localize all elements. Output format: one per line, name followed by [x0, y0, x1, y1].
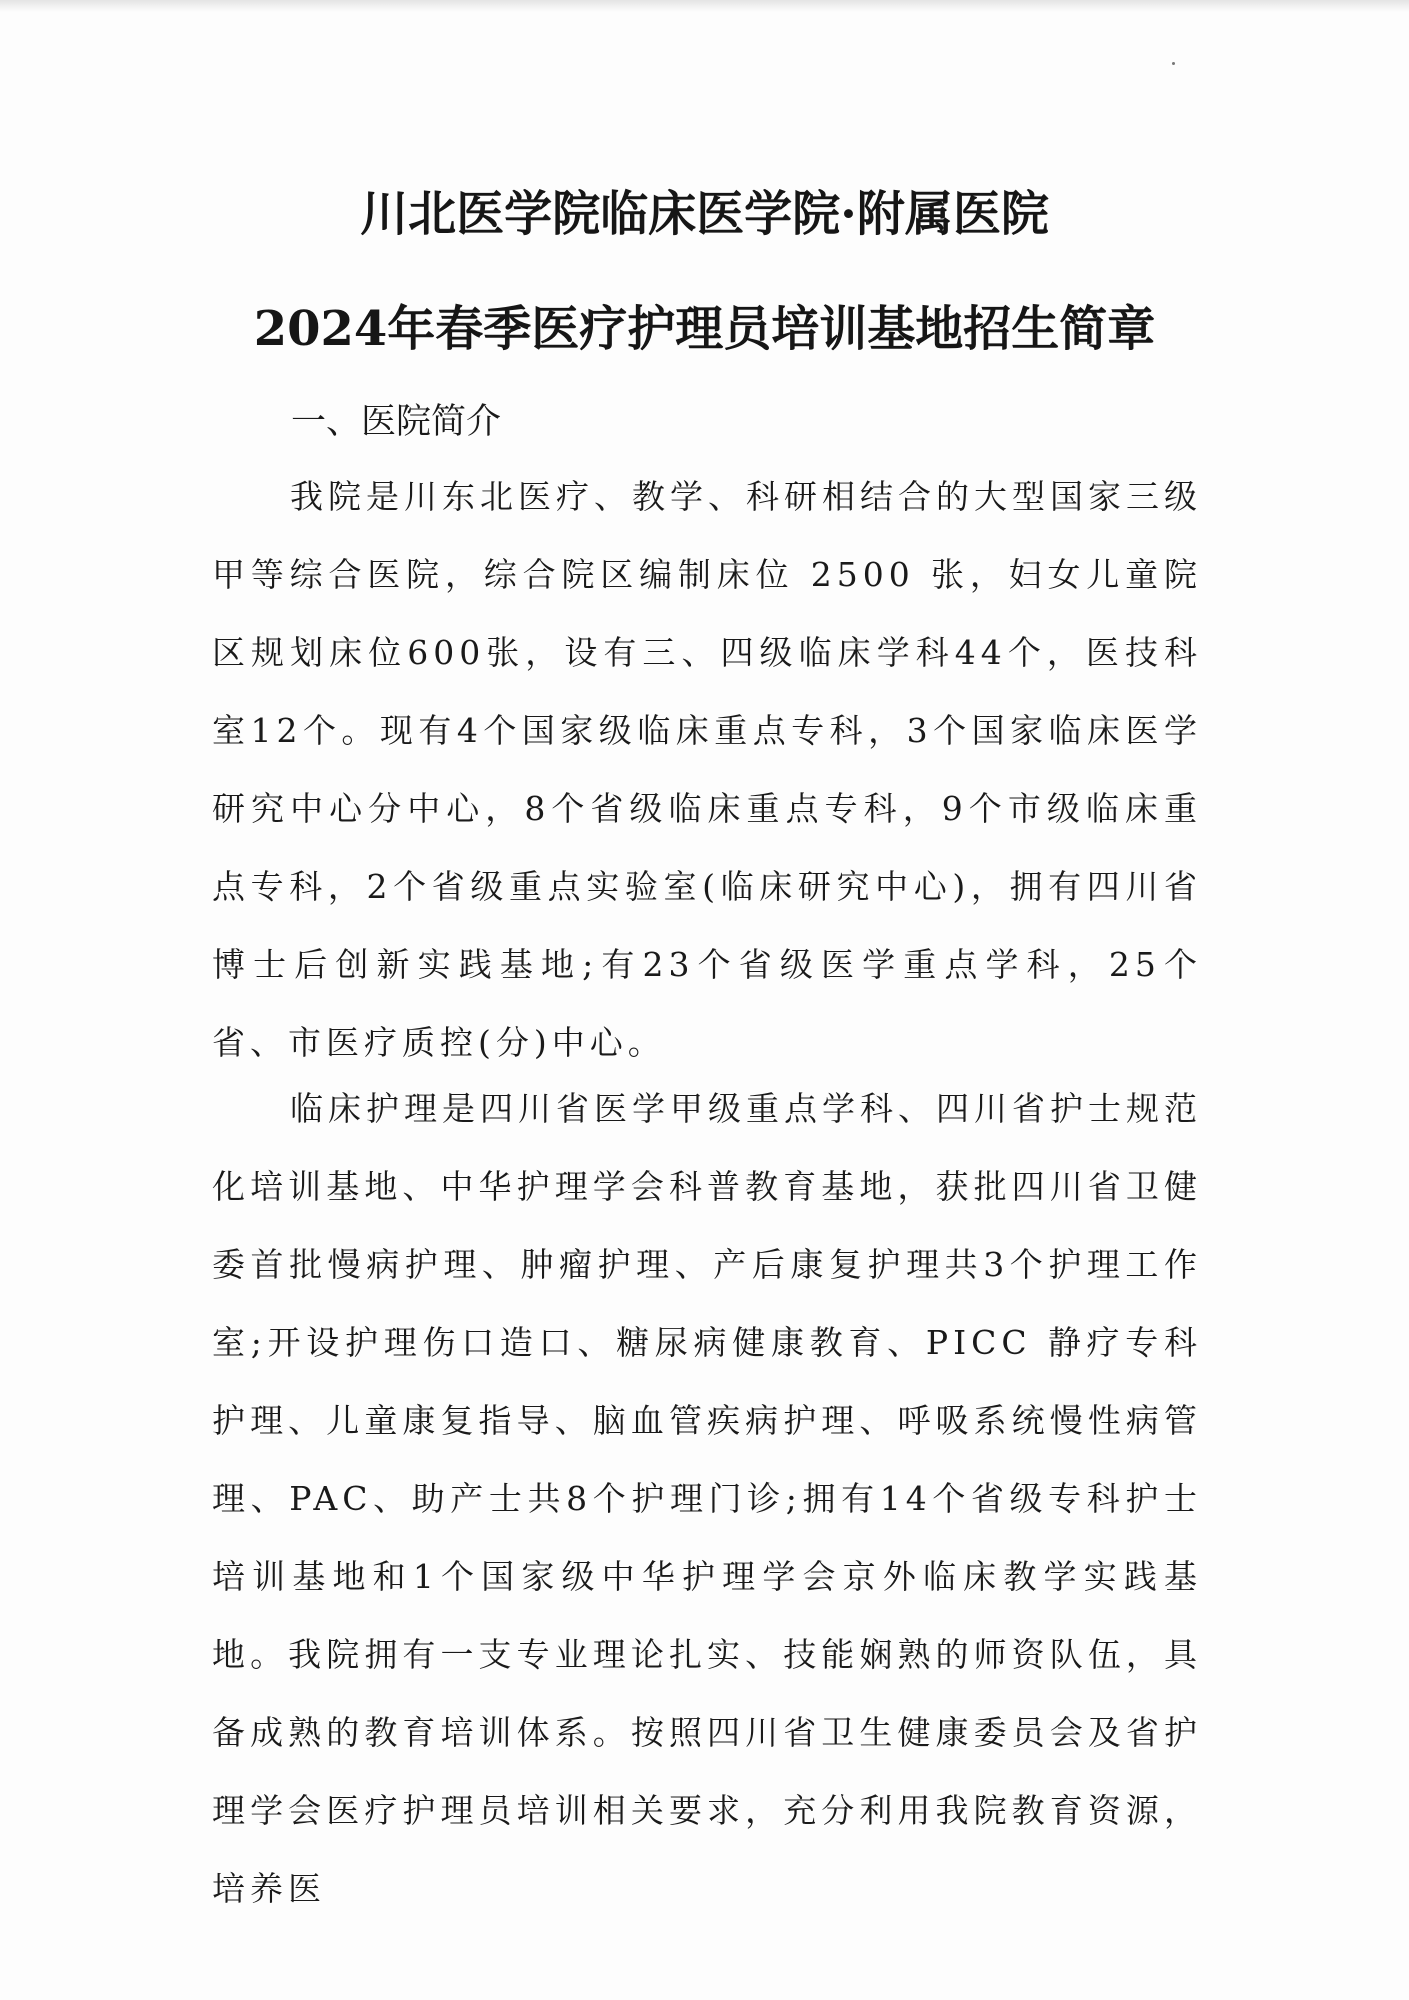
- document-title-line-2: 2024年春季医疗护理员培训基地招生简章: [253, 301, 1156, 357]
- scan-speck: [1172, 62, 1175, 65]
- section-heading-hospital-intro: 一、医院简介: [291, 402, 502, 442]
- scan-edge-shadow: [0, 0, 1409, 12]
- document-title-line-1: 川北医学院临床医学院·附属医院: [360, 186, 1049, 242]
- paragraph-hospital-overview: 我院是川东北医疗、教学、科研相结合的大型国家三级甲等综合医院，综合院区编制床位 2500 张，妇女儿童院区规划床位600张，设有三、四级临床学科44个，医技科室12个。现有4个国家级临床重点专科，3个国家临床医学研究中心分中心，8个省级临床重点专科，9个市级临床重点专科，2个省级重点实验室(临床研究中心)，拥有四川省博士后创新实践基地;有23个省级医学重点学科，25个省、市医疗质控(分)中心。: [212, 477, 1202, 1062]
- paragraph-clinical-nursing: 临床护理是四川省医学甲级重点学科、四川省护士规范化培训基地、中华护理学会科普教育基地，获批四川省卫健委首批慢病护理、肿瘤护理、产后康复护理共3个护理工作室;开设护理伤口造口、糖尿病健康教育、PICC 静疗专科护理、儿童康复指导、脑血管疾病护理、呼吸系统慢性病管理、PAC、助产士共8个护理门诊;拥有14个省级专科护士培训基地和1个国家级中华护理学会京外临床教学实践基地。我院拥有一支专业理论扎实、技能娴熟的师资队伍，具备成熟的教育培训体系。按照四川省卫生健康委员会及省护理学会医疗护理员培训相关要求，充分利用我院教育资源，培养医: [212, 1089, 1202, 1908]
